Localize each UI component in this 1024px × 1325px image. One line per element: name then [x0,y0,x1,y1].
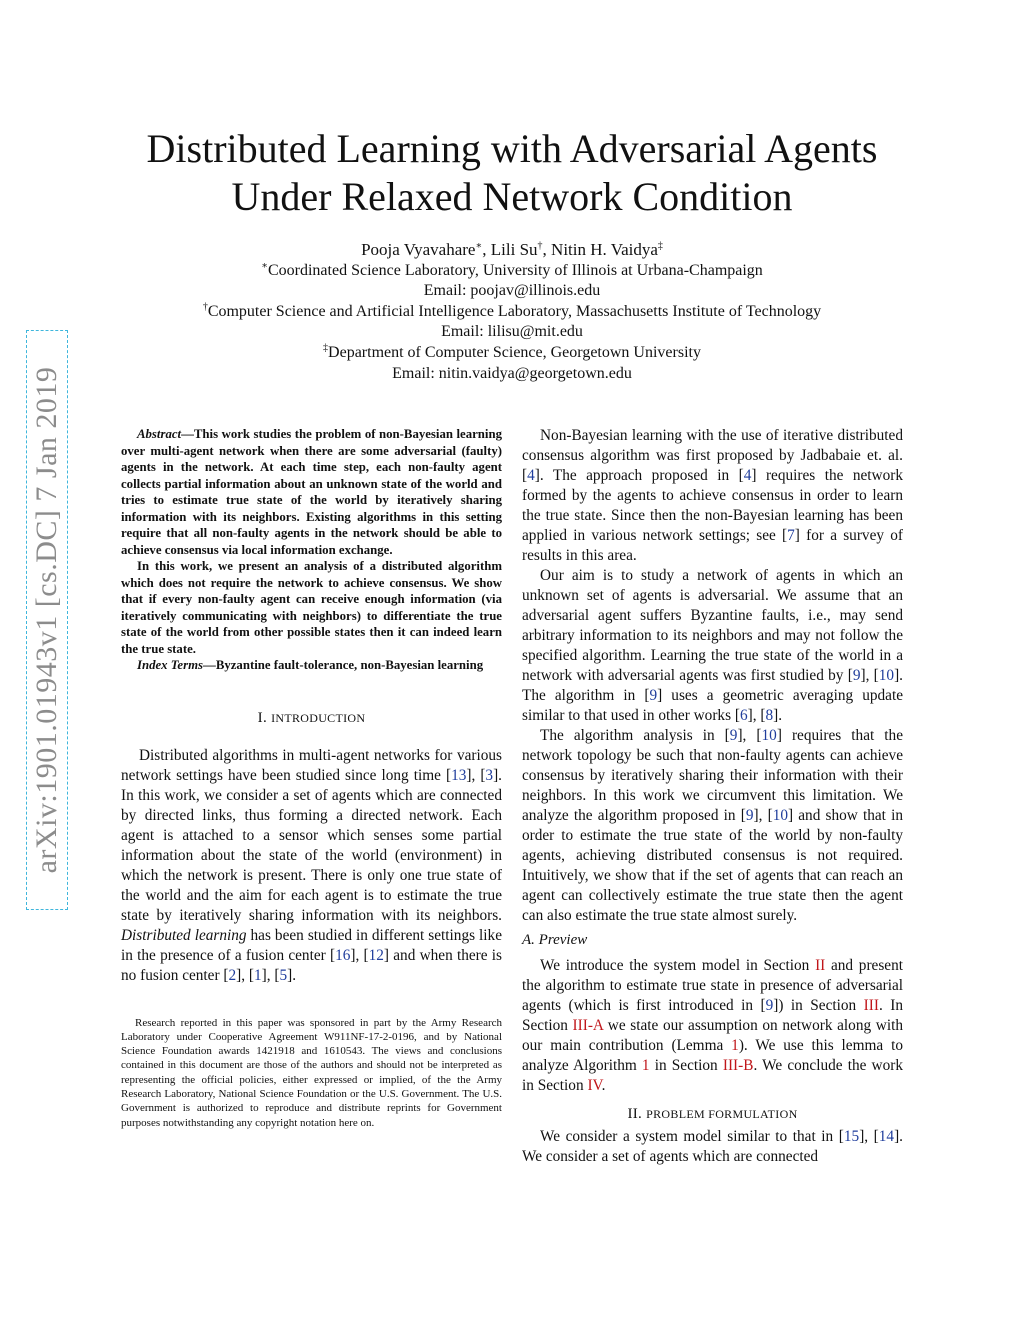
email-1: Email: poojav@illinois.edu [423,282,601,300]
left-column [121,426,502,1130]
author-block [112,240,912,384]
citation-link[interactable]: 14 [878,1128,895,1145]
arxiv-stamp-text: arXiv:1901.01943v1 [cs.DC] 7 Jan 2019 [30,366,63,874]
abstract-paragraph-1 [121,426,502,558]
citation-link[interactable]: 9 [745,807,754,824]
right-paragraph-3: The algorithm analysis in [9], [10] requires that the network topology be such that non-faulty agents can achieve consensus by iteratively sharing their information with their neighbors. In this work we circumvent this limitation. We analyze the algorithm proposed in [9], [10] and show that in order to estimate the true state of the world by non-faulty agents, achieving distributed consensus is not required. Intuitively, we show that if the set of agents that can reach an agent can collectively estimate the true state then the agent can also estimate the true state almost surely. [522,727,904,924]
index-terms-label: Index Terms [137,658,204,672]
section-link[interactable]: III-B [722,1057,754,1074]
right-paragraph-4: We introduce the system model in Section II and present the algorithm to estimate true state in presence of adversarial agents (which is first introduced in [9]) in Section III. In Section III-A we state our assumption on network along with our main contribution (Lemma 1). We use this lemma to analyze Algorithm 1 in Section III-B. We conclude the work in Section IV. [522,957,903,1094]
subsection-heading-preview: A. Preview [522,932,588,948]
problem-formulation-body [522,1127,903,1167]
funding-footnote: Research reported in this paper was sponsored in part by the Army Research Laboratory under Cooperative Agreement W911NF-17-2-0196, and by National Science Foundation awards 1421918 and 1610543. The views and conclusions contained in this document are those of the authors and should not be interpreted as representing the official policies, either expressed or implied, of the the Army Research Laboratory, National Science Foundation or the U.S. Government. The U.S. Government is authorized to reproduce and distribute reprints for Government purposes notwithstanding any copyright notation here on. [121,1016,502,1129]
author-mark-3: ‡ [657,240,663,252]
affiliation-3-text: Department of Computer Science, Georgetown University [328,343,701,361]
affiliation-2-text: Computer Science and Artificial Intelligence Laboratory, Massachusetts Institute of Technology [207,302,822,320]
citation-link[interactable]: 7 [787,527,795,544]
intro-paragraph: Distributed algorithms in multi-agent networks for various network settings have been studied since long time [13], [3]. In this work, we consider a set of agents which are connected by directed links, thus forming a directed network. Each agent is attached to a sensor which senses some partial information about the state of the world (environment) in which the network is present. There is only one true state of the world and the aim for each agent is to estimate the true state by iteratively sharing information with its neighbors. Distributed learning has been studied in different settings like in the presence of a fusion center [16], [12] and when there is no fusion center [2], [1], [5]. [121,746,502,984]
author-names: Pooja Vyavahare∗, Lili Su†, Nitin H. Vaidya‡ [361,240,663,259]
citation-link[interactable]: 9 [649,687,658,704]
email-2: Email: lilisu@mit.edu [441,323,583,341]
abstract [121,426,502,674]
citation-link[interactable]: 13 [451,766,467,784]
citation-link[interactable]: 15 [843,1128,860,1145]
right-column [522,426,903,1167]
section-link[interactable]: III-A [572,1017,604,1034]
section-heading-introduction [121,710,502,727]
index-terms [121,657,502,674]
affiliation-2 [112,302,912,323]
citation-link[interactable]: 4 [527,467,535,484]
author-1: Pooja Vyavahare [361,240,476,259]
algorithm-link[interactable]: 1 [641,1057,650,1074]
citation-link[interactable]: 10 [772,807,788,824]
citation-link[interactable]: 6 [739,707,748,724]
affiliation-mark-2: † [202,301,208,313]
author-3: Nitin H. Vaidya [551,240,658,259]
abstract-paragraph-2: In this work, we present an analysis of a distributed algorithm which does not require the network to achieve consensus. We show that if every non-faulty agent can receive enough information (via iteratively communicating with neighbors) to differentiate the true state of the world from other possible states then it can indeed learn the true state. [121,559,502,656]
affiliation-1 [112,261,912,282]
author-mark-1: ∗ [475,240,483,252]
title-line-1: Distributed Learning with Adversarial Agents [146,126,878,171]
section-number: I. [257,709,268,726]
right-paragraph-5: We consider a system model similar to that in [15], [14]. We consider a set of agents which are connected [522,1128,903,1165]
emphasis-distributed-learning: Distributed learning [121,926,247,944]
section-heading-problem-formulation [522,1106,903,1123]
abstract-label: Abstract [137,427,182,441]
section-link[interactable]: II [815,957,826,974]
affiliation-mark-3: ‡ [323,342,329,354]
right-body [522,426,903,1096]
lemma-link[interactable]: 1 [731,1037,739,1054]
citation-link[interactable]: 9 [852,667,861,684]
section-link[interactable]: III [863,997,879,1014]
citation-link[interactable]: 10 [878,667,895,684]
affiliation-mark-1: ∗ [261,260,268,272]
author-2: Lili Su [490,240,538,259]
section-title: PROBLEM FORMULATION [646,1107,798,1121]
affiliation-3 [112,343,912,364]
citation-link[interactable]: 10 [761,727,777,744]
citation-link[interactable]: 1 [253,966,262,984]
citation-link[interactable]: 4 [743,467,752,484]
paper-title [112,125,912,221]
citation-link[interactable]: 9 [729,727,738,744]
section-number: II. [627,1106,643,1122]
citation-link[interactable]: 9 [765,997,774,1014]
index-terms-text: —Byzantine fault-tolerance, non-Bayesian learning [203,658,484,672]
right-paragraph-1: Non-Bayesian learning with the use of iterative distributed consensus algorithm was first proposed by Jadbabaie et. al. [4]. The approach proposed in [4] requires the network formed by the agents to achieve consensus in order to learn the true state. Since then the non-Bayesian learning has been applied in various network settings; see [7] for a survey of results in this area. [522,427,903,564]
citation-link[interactable]: 2 [228,966,237,984]
author-mark-2: † [537,240,543,252]
right-paragraph-2: Our aim is to study a network of agents in which an unknown set of agents is adversarial. We assume that an adversarial agent suffers Byzantine faults, i.e., may send arbitrary information to its neighbors and may not follow the specified algorithm. Learning the true state of the world in a network with adversarial agents was first studied by [9], [10]. The algorithm in [9] uses a geometric averaging update similar to that used in other works [6], [8]. [522,567,903,724]
citation-link[interactable]: 16 [335,946,351,964]
citation-link[interactable]: 8 [765,707,774,724]
citation-link[interactable]: 5 [279,966,288,984]
citation-link[interactable]: 3 [485,766,494,784]
intro-body [121,746,502,986]
section-link[interactable]: IV [587,1077,602,1094]
title-line-2: Under Relaxed Network Condition [231,174,793,219]
citation-link[interactable]: 12 [368,946,384,964]
abstract-text-1: —This work studies the problem of non-Bayesian learning over multi-agent network when there are some adversarial (faulty) agents in the network. At each time step, each non-faulty agent collects partial information about an unknown state of the world and tries to estimate true state of the world by iteratively sharing information with its neighbors. Existing algorithms in this setting require that all non-faulty agents in the network should be able to achieve consensus via local information exchange. [121,427,502,557]
affiliation-1-text: Coordinated Science Laboratory, University of Illinois at Urbana-Champaign [267,261,763,279]
arxiv-stamp[interactable] [26,330,68,910]
section-title: INTRODUCTION [271,710,366,725]
email-3: Email: nitin.vaidya@georgetown.edu [392,364,632,382]
